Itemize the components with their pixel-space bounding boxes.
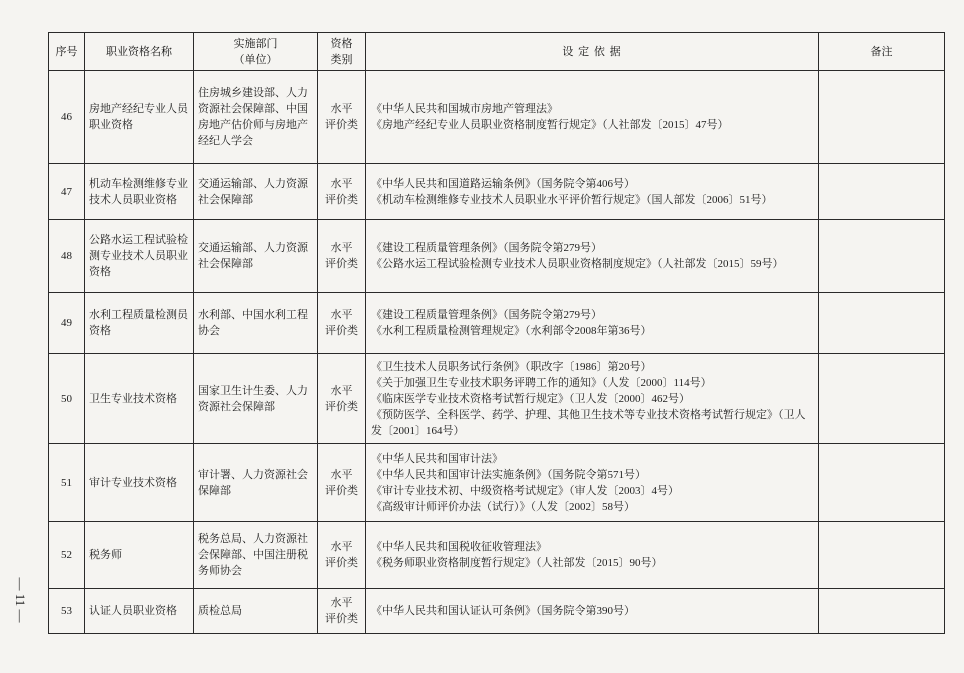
legal-basis-item: 《中华人民共和国认证认可条例》（国务院令第390号） bbox=[371, 605, 635, 617]
table-row bbox=[49, 522, 945, 589]
table-row bbox=[49, 293, 945, 354]
qualification-name: 房地产经纪专业人员职业资格 bbox=[85, 71, 194, 164]
legal-basis bbox=[366, 164, 819, 220]
legal-basis bbox=[366, 522, 819, 589]
header-index: 序号 bbox=[49, 33, 85, 71]
remarks bbox=[819, 220, 945, 293]
qualification-name: 卫生专业技术资格 bbox=[85, 354, 194, 444]
legal-basis-item: 《房地产经纪专业人员职业资格制度暂行规定》（人社部发〔2015〕47号） bbox=[371, 119, 729, 131]
table-row bbox=[49, 354, 945, 444]
implementing-department: 审计署、人力资源社会保障部 bbox=[194, 444, 318, 522]
legal-basis-item: 《卫生技术人员职务试行条例》（职改字〔1986〕第20号） bbox=[371, 360, 652, 373]
legal-basis-item: 《税务师职业资格制度暂行规定》（人社部发〔2015〕90号） bbox=[371, 557, 663, 569]
implementing-department: 水利部、中国水利工程协会 bbox=[194, 293, 318, 354]
legal-basis-item: 《预防医学、全科医学、药学、护理、其他卫生技术等专业技术资格考试暂行规定》（卫人发〔2001〕164号） bbox=[371, 408, 806, 437]
row-index: 53 bbox=[49, 589, 85, 634]
remarks bbox=[819, 71, 945, 164]
qualification-name: 审计专业技术资格 bbox=[85, 444, 194, 522]
qualification-category: 水平 评价类 bbox=[318, 164, 366, 220]
legal-basis-item: 《建设工程质量管理条例》（国务院令第279号） bbox=[371, 309, 602, 321]
row-index: 52 bbox=[49, 522, 85, 589]
legal-basis bbox=[366, 444, 819, 522]
qualification-category: 水平 评价类 bbox=[318, 354, 366, 444]
row-index: 46 bbox=[49, 71, 85, 164]
qualification-category: 水平 评价类 bbox=[318, 444, 366, 522]
legal-basis-item: 《临床医学专业技术资格考试暂行规定》（卫人发〔2000〕462号） bbox=[371, 392, 690, 405]
page-number: — 11 — bbox=[13, 577, 28, 623]
legal-basis-item: 《关于加强卫生专业技术职务评聘工作的通知》（人发〔2000〕114号） bbox=[371, 376, 712, 389]
row-index: 51 bbox=[49, 444, 85, 522]
legal-basis-item: 《高级审计师评价办法（试行）》（人发〔2002〕58号） bbox=[371, 500, 635, 513]
legal-basis-item: 《建设工程质量管理条例》（国务院令第279号） bbox=[371, 242, 602, 254]
remarks bbox=[819, 522, 945, 589]
table-row bbox=[49, 164, 945, 220]
legal-basis bbox=[366, 220, 819, 293]
qualification-name: 公路水运工程试验检测专业技术人员职业资格 bbox=[85, 220, 194, 293]
legal-basis-item: 《机动车检测维修专业技术人员职业水平评价暂行规定》（国人部发〔2006〕51号） bbox=[371, 193, 773, 206]
table-header-row bbox=[49, 33, 945, 71]
implementing-department: 交通运输部、人力资源社会保障部 bbox=[194, 220, 318, 293]
remarks bbox=[819, 293, 945, 354]
implementing-department: 税务总局、人力资源社会保障部、中国注册税务师协会 bbox=[194, 522, 318, 589]
header-remarks: 备注 bbox=[819, 33, 945, 71]
legal-basis-item: 《中华人民共和国审计法》 bbox=[371, 452, 503, 465]
qualification-table bbox=[48, 32, 945, 634]
legal-basis-item: 《中华人民共和国税收征收管理法》 bbox=[371, 541, 547, 553]
legal-basis bbox=[366, 293, 819, 354]
qualification-category: 水平 评价类 bbox=[318, 220, 366, 293]
table-row bbox=[49, 71, 945, 164]
header-name: 职业资格名称 bbox=[85, 33, 194, 71]
qualification-category: 水平 评价类 bbox=[318, 589, 366, 634]
legal-basis-item: 《水利工程质量检测管理规定》（水利部令2008年第36号） bbox=[371, 325, 652, 337]
legal-basis bbox=[366, 589, 819, 634]
legal-basis bbox=[366, 354, 819, 444]
legal-basis-item: 《中华人民共和国道路运输条例》（国务院令第406号） bbox=[371, 177, 635, 190]
qualification-name: 机动车检测维修专业技术人员职业资格 bbox=[85, 164, 194, 220]
remarks bbox=[819, 164, 945, 220]
qualification-category: 水平 评价类 bbox=[318, 293, 366, 354]
implementing-department: 交通运输部、人力资源社会保障部 bbox=[194, 164, 318, 220]
legal-basis-item: 《审计专业技术初、中级资格考试规定》（审人发〔2003〕4号） bbox=[371, 484, 679, 497]
implementing-department: 住房城乡建设部、人力资源社会保障部、中国房地产估价师与房地产经纪人学会 bbox=[194, 71, 318, 164]
row-index: 47 bbox=[49, 164, 85, 220]
row-index: 48 bbox=[49, 220, 85, 293]
implementing-department: 质检总局 bbox=[194, 589, 318, 634]
qualification-name: 认证人员职业资格 bbox=[85, 589, 194, 634]
qualification-category: 水平 评价类 bbox=[318, 71, 366, 164]
header-department: 实施部门 （单位） bbox=[194, 33, 318, 71]
qualification-name: 水利工程质量检测员资格 bbox=[85, 293, 194, 354]
legal-basis-item: 《中华人民共和国审计法实施条例》（国务院令第571号） bbox=[371, 468, 646, 481]
table-row bbox=[49, 589, 945, 634]
remarks bbox=[819, 444, 945, 522]
remarks bbox=[819, 589, 945, 634]
remarks bbox=[819, 354, 945, 444]
row-index: 50 bbox=[49, 354, 85, 444]
qualification-name: 税务师 bbox=[85, 522, 194, 589]
implementing-department: 国家卫生计生委、人力资源社会保障部 bbox=[194, 354, 318, 444]
header-category: 资格 类别 bbox=[318, 33, 366, 71]
table-row bbox=[49, 220, 945, 293]
legal-basis-item: 《中华人民共和国城市房地产管理法》 bbox=[371, 103, 558, 115]
table-row bbox=[49, 444, 945, 522]
legal-basis bbox=[366, 71, 819, 164]
header-basis: 设 定 依 据 bbox=[366, 33, 819, 71]
row-index: 49 bbox=[49, 293, 85, 354]
legal-basis-item: 《公路水运工程试验检测专业技术人员职业资格制度规定》（人社部发〔2015〕59号） bbox=[371, 258, 784, 270]
qualification-category: 水平 评价类 bbox=[318, 522, 366, 589]
